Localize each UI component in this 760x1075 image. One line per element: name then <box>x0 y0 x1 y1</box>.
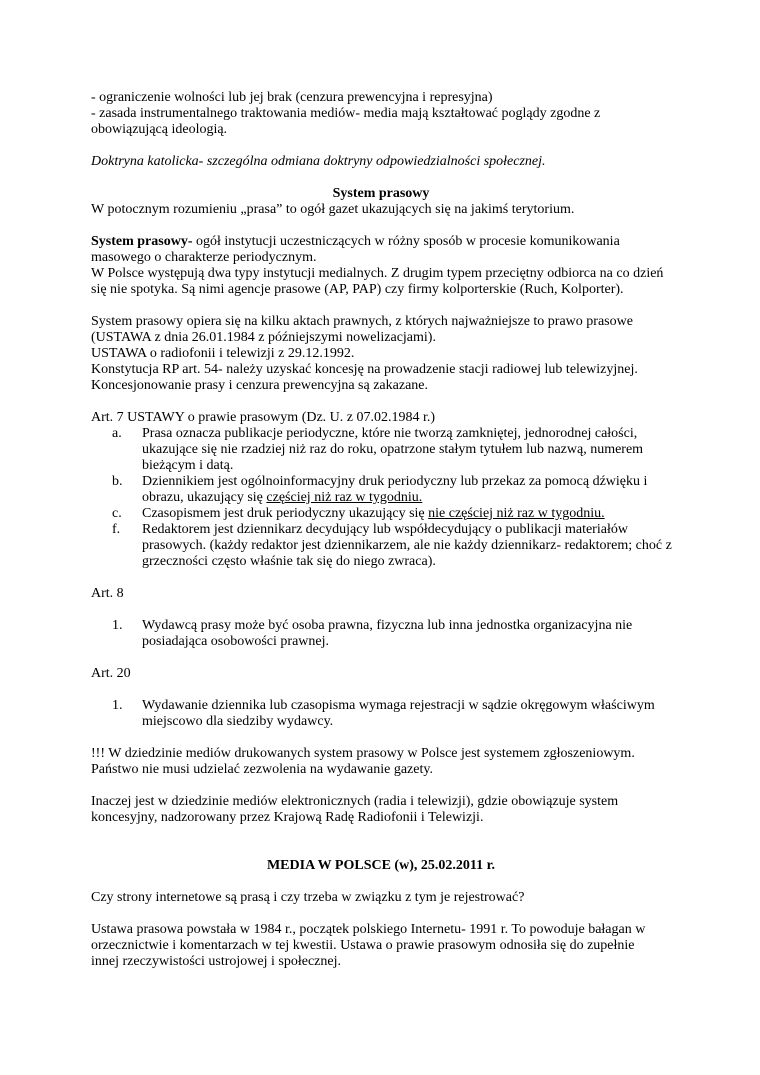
art8-item-1 <box>91 618 671 650</box>
question-internet-press: Czy strony internetowe są prasą i czy trzeba w związku z tym je rejestrować? <box>91 890 525 905</box>
underlined-text: nie częściej niż raz w tygodniu. <box>428 506 605 521</box>
paragraph-legal-acts-line1: System prasowy opiera się na kilku aktach prawnych, z których najważniejsze to prawo prasowe <box>91 314 633 329</box>
bullet-censorship: - ograniczenie wolności lub jej brak (cenzura prewencyjna i represyjna) <box>91 90 493 105</box>
list-item-line: Prasa oznacza publikacje periodyczne, które nie tworzą zamkniętej, jednorodnej całości, <box>142 426 638 441</box>
list-item-line <box>142 506 671 522</box>
paragraph-legal-acts-line3: USTAWA o radiofonii i telewizji z 29.12.1992. <box>91 346 355 361</box>
paragraph-press-law-line1: Ustawa prasowa powstała w 1984 r., początek polskiego Internetu- 1991 r. To powoduje bałagan w <box>91 922 646 937</box>
list-marker: 1. <box>112 618 123 633</box>
art8-heading: Art. 8 <box>91 586 124 601</box>
list-marker: a. <box>112 426 122 441</box>
list-item-line: Redaktorem jest dziennikarz decydujący lub współdecydujący o publikacji materiałów <box>142 522 628 537</box>
paragraph-system-definition-line1 <box>91 234 671 250</box>
list-marker: b. <box>112 474 123 489</box>
section-heading-media-w-polsce: MEDIA W POLSCE (w), 25.02.2011 r. <box>266 858 496 873</box>
note-electronic-media-line1: Inaczej jest w dziedzinie mediów elektronicznych (radia i telewizji), gdzie obowiązuje system <box>91 794 619 809</box>
art20-heading: Art. 20 <box>91 666 131 681</box>
bullet-instrumental-line1: - zasada instrumentalnego traktowania mediów- media mają kształtować poglądy zgodne z <box>91 106 601 121</box>
list-item-line: Dziennikiem jest ogólnoinformacyjny druk periodyczny lub przekaz za pomocą dźwięku i <box>142 474 648 489</box>
definition-text: ogół instytucji uczestniczących w różny sposób w procesie komunikowania <box>192 234 620 249</box>
list-marker: c. <box>112 506 122 521</box>
note-electronic-media-line2: koncesyjny, nadzorowany przez Krajową Radę Radiofonii i Telewizji. <box>91 810 484 825</box>
list-marker: 1. <box>112 698 123 713</box>
bullet-instrumental-line2: obowiązującą ideologią. <box>91 122 228 137</box>
paragraph-legal-acts-line5: Koncesjonowanie prasy i cenzura prewencyjna są zakazane. <box>91 378 428 393</box>
list-item-line: bieżącym i datą. <box>142 458 234 473</box>
list-item-text: obrazu, ukazujący się <box>142 490 267 505</box>
list-marker: f. <box>112 522 121 537</box>
term-system-prasowy: System prasowy- <box>91 234 193 249</box>
art7-heading: Art. 7 USTAWY o prawie prasowym (Dz. U. z 07.02.1984 r.) <box>91 410 436 425</box>
list-item-line: Wydawanie dziennika lub czasopisma wymaga rejestracji w sądzie okręgowym właściwym <box>142 698 655 713</box>
list-item-line: grzeczności często właśnie tak się do niego zwraca). <box>142 554 436 569</box>
paragraph-institutions-line2: się nie spotyka. Są nimi agencje prasowe (AP, PAP) czy firmy kolporterskie (Ruch, Kolporter). <box>91 282 624 297</box>
underlined-text: częściej niż raz w tygodniu. <box>266 490 423 505</box>
art7-item-a <box>91 426 671 474</box>
art20-item-1 <box>91 698 671 730</box>
paragraph-prasa-definition: W potocznym rozumieniu „prasa” to ogół gazet ukazujących się na jakimś terytorium. <box>91 202 575 217</box>
list-item-line: Wydawcą prasy może być osoba prawna, fizyczna lub inna jednostka organizacyjna nie <box>142 618 633 633</box>
catholic-doctrine: Doktryna katolicka- szczególna odmiana doktryny odpowiedzialności społecznej. <box>91 154 546 169</box>
list-item-text: Czasopismem jest druk periodyczny ukazujący się <box>142 506 429 521</box>
list-item-line: prasowych. (każdy redaktor jest dziennikarzem, ale nie każdy dziennikarz- redaktorem; choć z <box>142 538 672 553</box>
art7-item-b <box>91 474 671 506</box>
paragraph-press-law-line2: orzecznictwie i komentarzach w tej kwestii. Ustawa o prawie prasowym odnosiła się do zupełnie <box>91 938 635 953</box>
paragraph-system-definition-line2: masowego o charakterze periodycznym. <box>91 250 317 265</box>
section-heading-system-prasowy: System prasowy <box>332 186 430 201</box>
paragraph-legal-acts-line2: (USTAWA z dnia 26.01.1984 z późniejszymi nowelizacjami). <box>91 330 436 345</box>
document-page <box>91 90 671 970</box>
list-item-line: miejscowo dla siedziby wydawcy. <box>142 714 334 729</box>
paragraph-legal-acts-line4: Konstytucja RP art. 54- należy uzyskać koncesję na prowadzenie stacji radiowej lub telewizyjnej. <box>91 362 638 377</box>
note-print-media-line2: Państwo nie musi udzielać zezwolenia na wydawanie gazety. <box>91 762 433 777</box>
paragraph-institutions-line1: W Polsce występują dwa typy instytucji medialnych. Z drugim typem przeciętny odbiorca na co dzień <box>91 266 664 281</box>
art7-item-f <box>91 522 671 570</box>
list-item-line: ukazujące się nie rzadziej niż raz do roku, opatrzone stałym tytułem lub nazwą, numerem <box>142 442 644 457</box>
list-item-line <box>142 490 671 506</box>
list-item-line: posiadająca osobowości prawnej. <box>142 634 329 649</box>
art7-item-c <box>91 506 671 522</box>
paragraph-press-law-line3: innej rzeczywistości ustrojowej i społecznej. <box>91 954 341 969</box>
art7-list <box>91 426 671 570</box>
note-print-media-line1: !!! W dziedzinie mediów drukowanych system prasowy w Polsce jest systemem zgłoszeniowym. <box>91 746 635 761</box>
